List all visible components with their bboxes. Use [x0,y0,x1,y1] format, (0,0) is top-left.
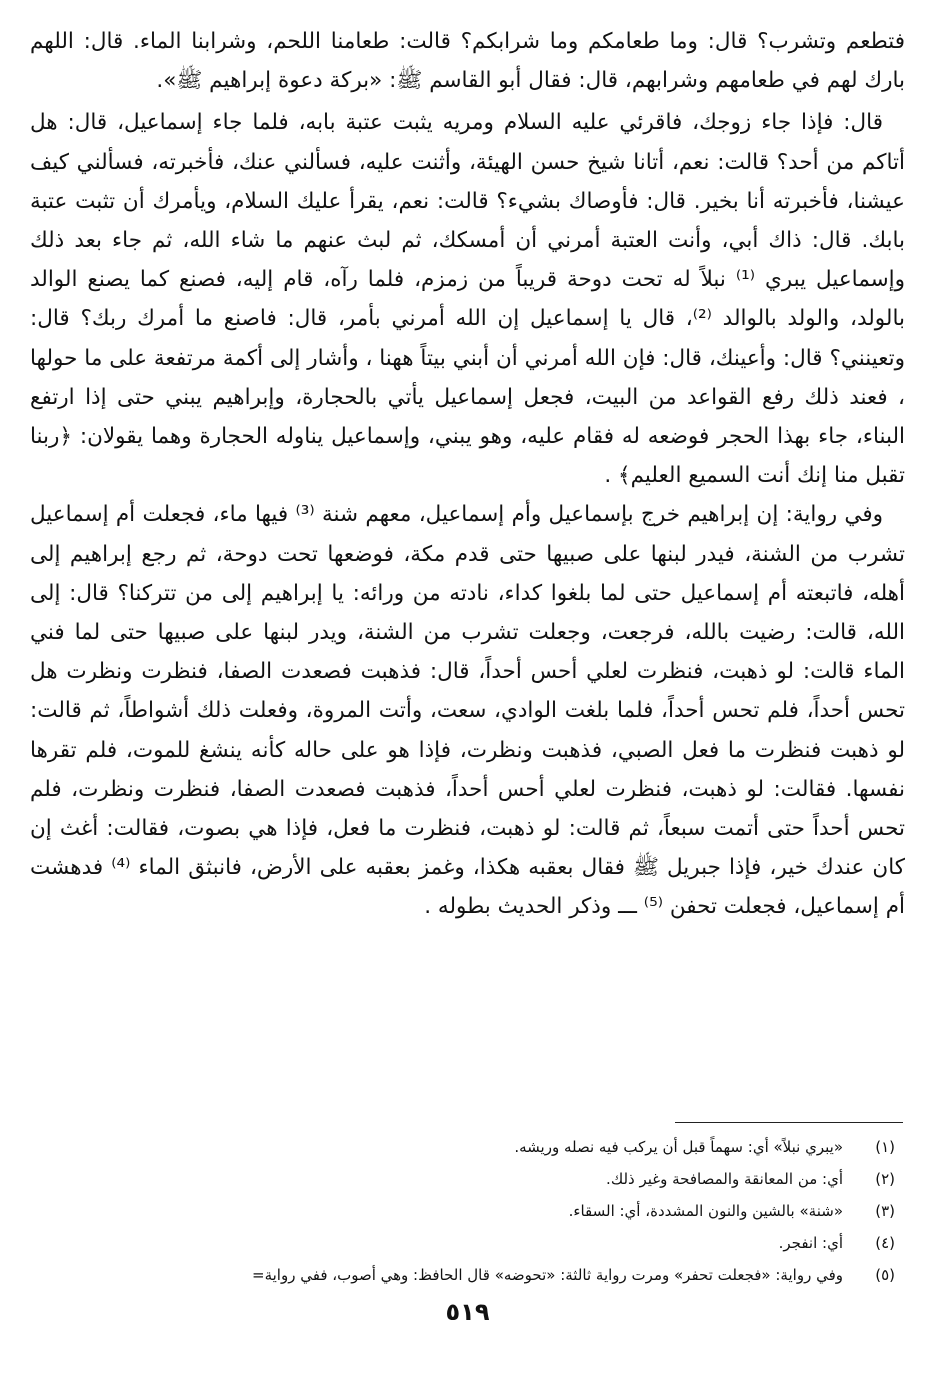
paragraph-2: قال: فإذا جاء زوجك، فاقرئي عليه السلام ومريه يثبت عتبة بابه، فلما جاء إسماعيل، قال: هل أتاكم من أحد؟ قالت: نعم، أتانا شيخ حسن الهيئة، وأثنت عليه، فسألني عنك، فأخبرته، فسألني كيف عيشنا، فأخبرته أنا بخير. قال: فأوصاك بشيء؟ قالت: نعم، يقرأ عليك السلام، ويأمرك أن تثبت عتبة بابك. قال: ذاك أبي، وأنت العتبة أمرني أن أمسكك، ثم لبث عنهم ما شاء الله، ثم جاء بعد ذلك وإسماعيل يبري ⁽¹⁾ نبلاً له تحت دوحة قريباً من زمزم، فلما رآه، قام إليه، فصنع كما يصنع الوالد بالولد، والولد بالوالد ⁽²⁾، قال يا إسماعيل إن الله أمرني بأمر، قال: فاصنع ما أمرك ربك؟ قال: وتعينني؟ قال: وأعينك، قال: فإن الله أمرني أن أبني بيتاً ههنا ، وأشار إلى أكمة مرتفعة على ما حولها ، فعند ذلك رفع القواعد من البيت، فجعل إسماعيل يأتي بالحجارة، وإبراهيم يبني حتى إذا ارتفع البناء، جاء بهذا الحجر فوضعه له فقام عليه، وهو يبني، وإسماعيل يناوله الحجارة وهما يقولان: ﴿ربنا تقبل منا إنك أنت السميع العليم﴾ . [30,110,905,489]
footnote-number: (١) [875,1138,895,1156]
footnote-text: «شنة» بالشين والنون المشددة، أي: السقاء. [568,1202,843,1220]
footnote-text: وفي رواية: «فجعلت تحفر» ومرت رواية ثالثة: «تحوضه» قال الحافظ: وهي أصوب، ففي رواية= [252,1266,843,1284]
footnote-text: أي: من المعانقة والمصافحة وغير ذلك. [606,1170,843,1188]
footnote-number: (٤) [875,1234,895,1252]
footnote-number: (٢) [875,1170,895,1188]
footnote-2 [30,1163,895,1195]
footnote-text: أي: انفجر. [778,1234,843,1252]
footnote-text: «يبري نبلاً» أي: سهماً قبل أن يركب فيه نصله وريشه. [514,1138,843,1156]
footnote-4 [30,1227,895,1259]
footnote-separator [675,1122,903,1123]
paragraph-3: وفي رواية: إن إبراهيم خرج بإسماعيل وأم إسماعيل، معهم شنة ⁽³⁾ فيها ماء، فجعلت أم إسماعيل تشرب من الشنة، فيدر لبنها على صبيها حتى قدم مكة، فوضعها تحت دوحة، ثم رجع إبراهيم إلى أهله، فاتبعته أم إسماعيل حتى لما بلغوا كداء، نادته من ورائه: يا إبراهيم إلى من تتركنا؟ قال: إلى الله، قالت: رضيت بالله، فرجعت، وجعلت تشرب من الشنة، ويدر لبنها على صبيها حتى لما فني الماء قالت: لو ذهبت، فنظرت لعلي أحس أحداً، قال: فذهبت فصعدت الصفا، فنظرت ونظرت هل تحس أحداً، فلم تحس أحداً، فلما بلغت الوادي، سعت، وأتت المروة، وفعلت ذلك أشواطاً، ثم قالت: لو ذهبت فنظرت ما فعل الصبي، فذهبت ونظرت، فإذا هو على حاله كأنه ينشغ للموت، فلم تقرها نفسها. فقالت: لو ذهبت، فنظرت لعلي أحس أحداً، فذهبت فصعدت الصفا، فنظرت ونظرت، فلم تحس أحداً حتى أتمت سبعاً، ثم قالت: لو ذهبت، فنظرت ما فعل، فإذا هي بصوت، فقالت: أغث إن كان عندك خير، فإذا جبريل ﷺ فقال بعقبه هكذا، وغمز بعقبه على الأرض، فانبثق الماء ⁽⁴⁾ فدهشت أم إسماعيل، فجعلت تحفن ⁽⁵⁾ ـــ وذكر الحديث بطوله . [30,502,905,920]
footnote-3 [30,1195,895,1227]
footnote-5 [30,1259,895,1291]
footnote-number: (٥) [875,1266,895,1284]
page-number: ٥١٩ [445,1298,490,1326]
paragraph-1: فتطعم وتشرب؟ قال: وما طعامكم وما شرابكم؟ قالت: طعامنا اللحم، وشرابنا الماء. قال: اللهم بارك لهم في طعامهم وشرابهم، قال: فقال أبو القاسم ﷺ: «بركة دعوة إبراهيم ﷺ». [30,29,905,94]
footnotes [30,1131,895,1291]
footnote-number: (٣) [875,1202,895,1220]
footnote-1 [30,1131,895,1163]
